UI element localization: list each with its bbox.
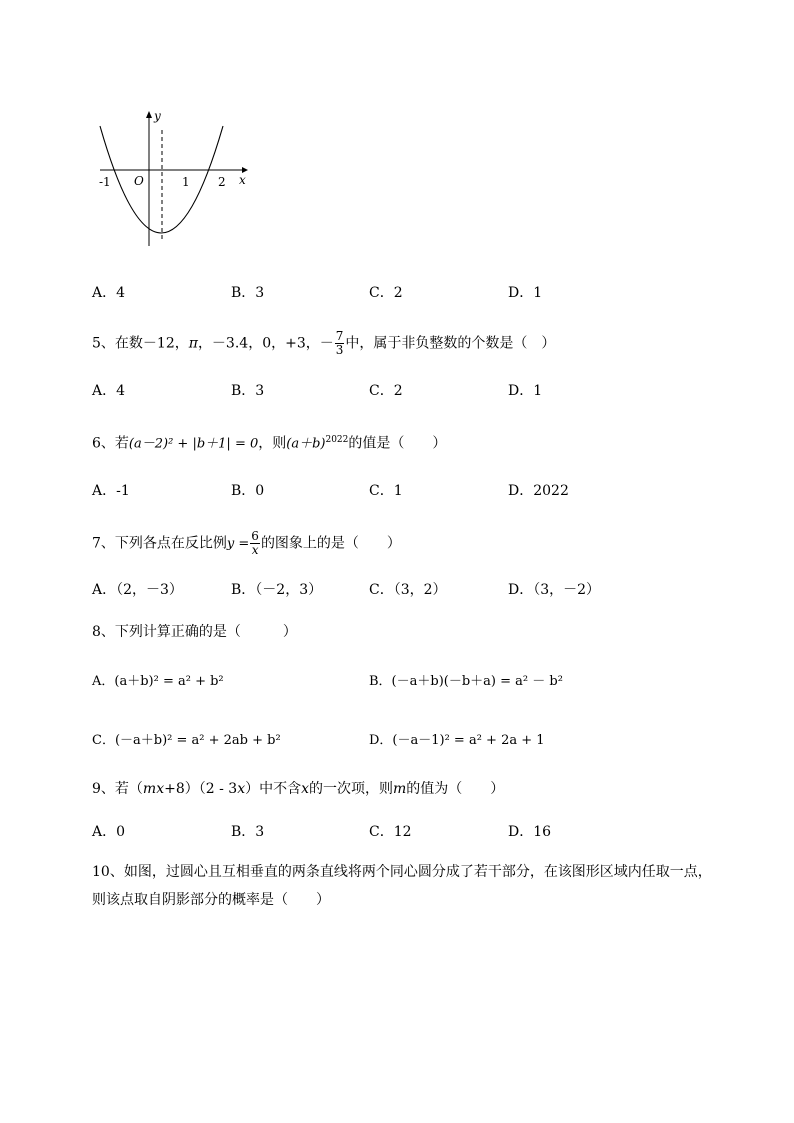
q7-frac-den: x (251, 543, 259, 557)
q9-mid3: 的一次项，则 (309, 781, 393, 797)
q6-options (92, 481, 752, 501)
q6-expression-2: (a＋b) (286, 436, 326, 452)
q7-prefix: 7、下列各点在反比例 (92, 535, 227, 552)
q5-option-c[interactable]: C．2 (369, 383, 403, 399)
q7-lhs: y = (226, 536, 250, 552)
q5-fraction (335, 330, 345, 357)
q7-option-a[interactable]: A．（2，－3） (92, 582, 183, 598)
q4-option-c[interactable]: C．2 (369, 285, 403, 301)
q6-option-b[interactable]: B．0 (231, 483, 265, 499)
q7-option-c[interactable]: C．（3，2） (369, 582, 447, 598)
q8-option-d[interactable]: D．(－a－1)² = a² + 2a + 1 (369, 733, 545, 748)
q9-mid2: ）中不含 (245, 781, 302, 797)
q9-option-a[interactable]: A．0 (92, 824, 126, 840)
q7-suffix: 的图象上的是（ ） (260, 535, 401, 552)
q6-option-c[interactable]: C．1 (369, 483, 403, 499)
q7-option-d[interactable]: D．（3，－2） (508, 582, 601, 598)
y-axis-label: y (154, 109, 161, 123)
q9-stem (92, 779, 504, 799)
q5-option-d[interactable]: D．1 (508, 383, 543, 399)
q9-suffix: 的值为（ ） (406, 781, 505, 797)
q9-mid1: +8）（2 - 3 (164, 781, 238, 797)
q5-options (92, 381, 752, 401)
q5-option-b[interactable]: B．3 (231, 383, 265, 399)
q5-option-a[interactable]: A．4 (92, 383, 126, 399)
q5-prefix: 5、在数－12， (92, 335, 189, 352)
q9-option-b[interactable]: B．3 (231, 824, 265, 840)
q8-stem: 8、下列计算正确的是（ ） (92, 624, 297, 640)
q8-option-a[interactable]: A．(a＋b)² = a² + b² (92, 674, 224, 689)
q7-options (92, 580, 752, 600)
q7-option-b[interactable]: B．（－2，3） (231, 582, 323, 598)
q6-option-d[interactable]: D．2022 (508, 483, 569, 499)
q8-option-c[interactable]: C．(－a＋b)² = a² + 2ab + b² (92, 733, 281, 748)
q6-exponent: 2022 (325, 435, 349, 445)
q5-pi: π (188, 335, 198, 352)
q6-suffix: 的值是（ ） (348, 435, 447, 452)
q9-option-c[interactable]: C．12 (369, 824, 412, 840)
x-axis-label: x (239, 173, 246, 187)
q9-x: x (237, 781, 246, 797)
q9-mx: mx (142, 781, 165, 797)
parabola-graph (92, 108, 252, 250)
q7-fraction (250, 530, 260, 557)
q6-prefix: 6、若 (92, 435, 129, 452)
q5-middle: ，－3.4，0，+3，－ (197, 335, 334, 352)
q5-stem (92, 330, 555, 357)
q9-prefix: 9、若（ (92, 781, 143, 797)
q9-m: m (393, 781, 407, 797)
q5-suffix: 中，属于非负整数的个数是（ ） (345, 335, 556, 352)
tick-1: 1 (182, 175, 190, 189)
origin-label: O (134, 174, 144, 188)
q4-option-b[interactable]: B．3 (231, 285, 265, 301)
q8-options-row1 (92, 672, 752, 692)
q9-options (92, 822, 752, 842)
q7-frac-num: 6 (251, 529, 259, 543)
q5-frac-den: 3 (335, 343, 344, 357)
q8-option-b[interactable]: B．(－a＋b)(－b＋a) = a² － b² (369, 674, 563, 689)
q4-option-d[interactable]: D．1 (508, 285, 543, 301)
q4-option-a[interactable]: A．4 (92, 285, 126, 301)
q8-options-row2 (92, 731, 752, 751)
q4-options (92, 283, 752, 303)
y-axis-arrow-icon (146, 111, 152, 118)
q9-x2: x (301, 781, 309, 797)
q6-expression: (a－2)² + |b＋1| = 0 (128, 436, 259, 452)
q6-stem (92, 430, 446, 455)
q9-option-d[interactable]: D．16 (508, 824, 552, 840)
q6-middle: ，则 (258, 435, 287, 452)
tick-neg1: -1 (99, 175, 111, 189)
q10-stem (92, 858, 752, 914)
q10-line-2: 则该点取自阴影部分的概率是（ ） (92, 892, 330, 908)
q10-line-1: 10、如图，过圆心且互相垂直的两条直线将两个同心圆分成了若干部分，在该图形区域内任取一点， (92, 864, 712, 880)
q6-option-a[interactable]: A．-1 (92, 483, 130, 499)
q7-stem (92, 530, 401, 557)
q5-frac-num: 7 (335, 329, 344, 343)
tick-2: 2 (218, 175, 226, 189)
